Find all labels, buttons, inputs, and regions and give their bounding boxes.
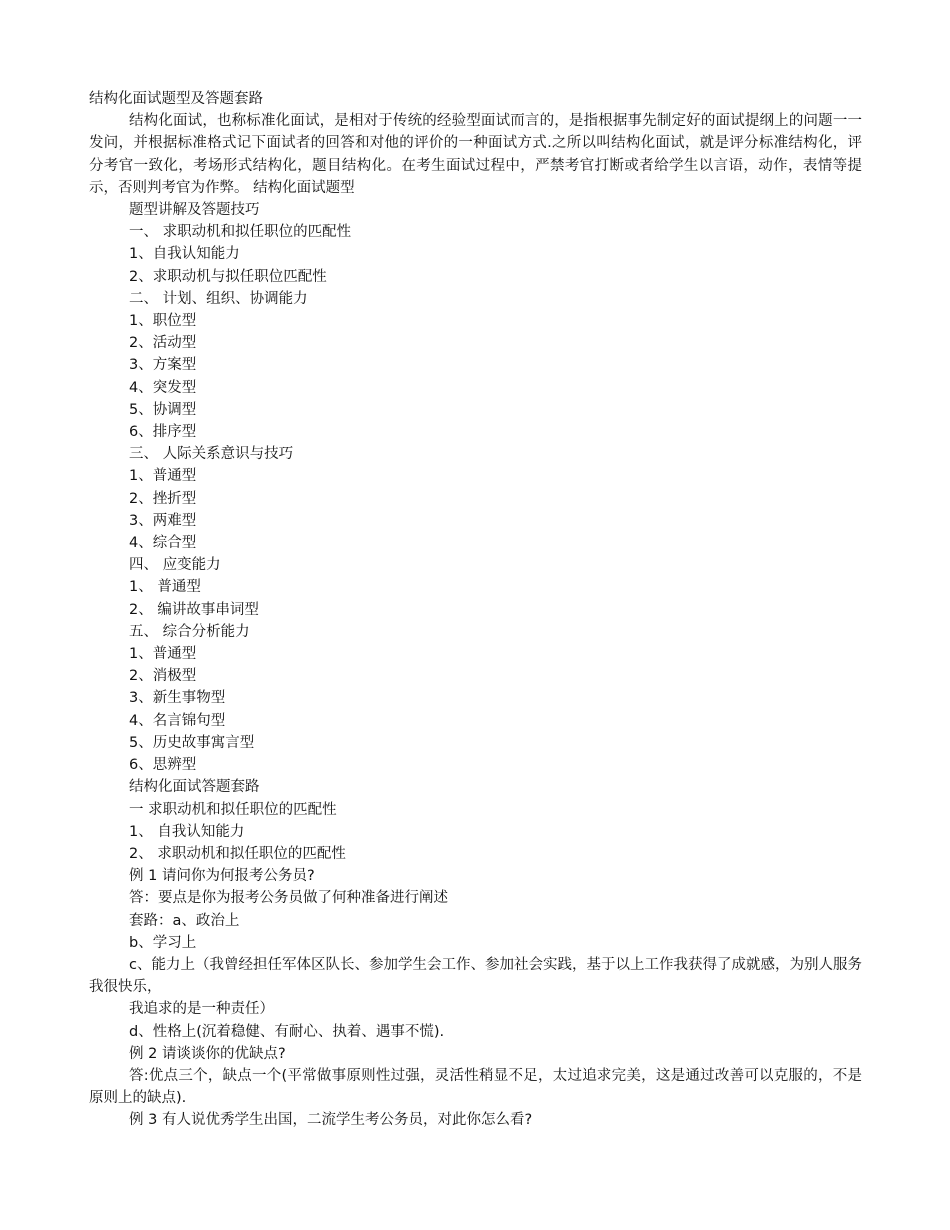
document-line: 1、职位型 bbox=[129, 313, 197, 330]
document-line: 三、 人际关系意识与技巧 bbox=[129, 446, 294, 463]
document-line: b、学习上 bbox=[129, 934, 197, 951]
document-line: 2、 求职动机和拟任职位的匹配性 bbox=[129, 845, 346, 862]
document-line: 4、综合型 bbox=[129, 535, 197, 552]
document-title: 结构化面试题型及答题套路 bbox=[89, 91, 263, 107]
document-body-lines bbox=[89, 199, 862, 954]
intro-paragraph: 结构化面试，也称标准化面试，是相对于传统的经验型面试而言的，是指根据事先制定好的面试提纲上的问题一一发问，并根据标准格式记下面试者的回答和对他的评价的一种面试方式.之所以叫结构化面试，就是评分标准结构化，评分考官一致化，考场形式结构化，题目结构化。在考生面试过程中，严禁考官打断或者给学生以言语，动作，表情等提示，否则判考官为作弊。 结构化面试题型 bbox=[89, 113, 862, 196]
document-line: 4、名言锦句型 bbox=[129, 712, 226, 729]
document-line: 2、消极型 bbox=[129, 668, 197, 685]
document-line: 五、 综合分析能力 bbox=[129, 623, 250, 640]
answer-point-d: d、性格上(沉着稳健、有耐心、执着、遇事不慌). bbox=[129, 1023, 445, 1040]
document-line: 题型讲解及答题技巧 bbox=[129, 202, 260, 219]
document-line: 1、 自我认知能力 bbox=[129, 823, 245, 840]
document-line: 2、 编讲故事串词型 bbox=[129, 601, 259, 618]
document-line: 1、 普通型 bbox=[129, 579, 201, 596]
document-line: 2、挫折型 bbox=[129, 490, 197, 507]
document-line: 4、突发型 bbox=[129, 379, 197, 396]
document-line: 3、新生事物型 bbox=[129, 690, 226, 707]
document-line: 结构化面试答题套路 bbox=[129, 779, 260, 796]
document-line: 例 1 请问你为何报考公务员? bbox=[129, 868, 315, 885]
document-line: 套路：a、政治上 bbox=[129, 912, 240, 929]
document-line: 2、求职动机与拟任职位匹配性 bbox=[129, 268, 327, 285]
document-line: 5、历史故事寓言型 bbox=[129, 734, 255, 751]
document-line: 6、排序型 bbox=[129, 424, 197, 441]
example-3-question: 例 3 有人说优秀学生出国，二流学生考公务员，对此你怎么看? bbox=[129, 1112, 533, 1129]
document-line: 6、思辨型 bbox=[129, 757, 197, 774]
document-line: 5、协调型 bbox=[129, 401, 197, 418]
document-line: 1、普通型 bbox=[129, 646, 197, 663]
example-2-answer: 答:优点三个，缺点一个(平常做事原则性过强，灵活性稍显不足，太过追求完美，这是通过改善可以克服的，不是原则上的缺点). bbox=[89, 1067, 862, 1107]
document-line: 答：要点是你为报考公务员做了何种准备进行阐述 bbox=[129, 890, 448, 907]
document-line: 3、方案型 bbox=[129, 357, 197, 374]
answer-point-c: c、能力上（我曾经担任军体区队长、参加学生会工作、参加社会实践，基于以上工作我获得了成就感，为别人服务我很快乐， bbox=[89, 956, 862, 996]
document-line: 3、两难型 bbox=[129, 512, 197, 529]
example-2-question: 例 2 请谈谈你的优缺点? bbox=[129, 1045, 286, 1062]
answer-point-c-continued: 我追求的是一种责任） bbox=[129, 1001, 274, 1018]
document-line: 2、活动型 bbox=[129, 335, 197, 352]
document-line: 1、自我认知能力 bbox=[129, 246, 240, 263]
document-line: 四、 应变能力 bbox=[129, 557, 221, 574]
document-line: 二、 计划、组织、协调能力 bbox=[129, 290, 308, 307]
document-line: 一 求职动机和拟任职位的匹配性 bbox=[129, 801, 337, 818]
document-line: 1、普通型 bbox=[129, 468, 197, 485]
document-line: 一、 求职动机和拟任职位的匹配性 bbox=[129, 224, 352, 241]
